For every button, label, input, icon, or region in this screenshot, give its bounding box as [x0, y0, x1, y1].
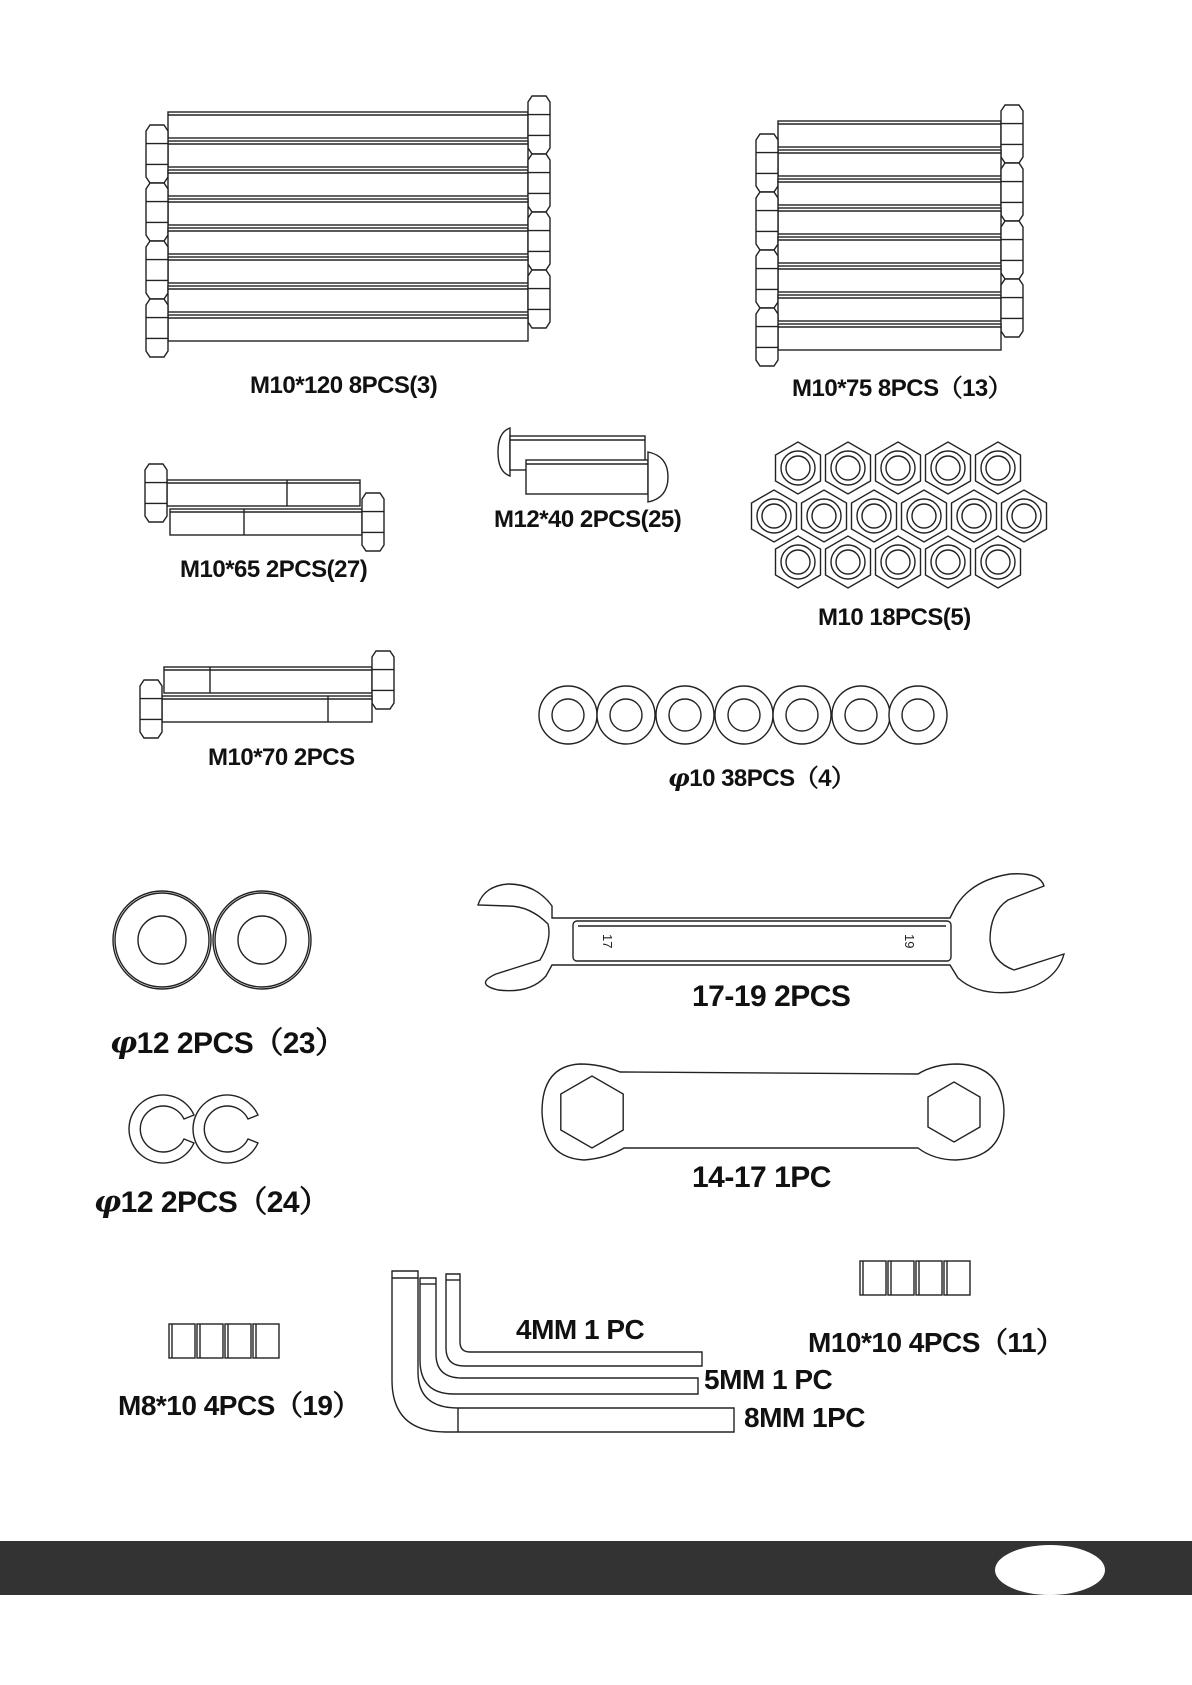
label-nut-m10: M10 18PCS(5)	[818, 604, 971, 631]
nut-m10	[776, 536, 821, 588]
nut-m10	[902, 490, 947, 542]
label-bolt-m10-75: M10*75 8PCS（13）	[792, 375, 1012, 402]
washer-12	[113, 891, 211, 989]
washer-10	[715, 686, 773, 744]
label-screw-m10-10: M10*10 4PCS（11）	[808, 1327, 1064, 1358]
washer-12-text: 12 2PCS（23）	[136, 1027, 345, 1060]
nut-m10	[952, 490, 997, 542]
bolt-m12-40	[526, 452, 668, 502]
nut-m10	[776, 442, 821, 494]
label-bolt-m10-120: M10*120 8PCS(3)	[250, 372, 438, 399]
nut-m10	[1002, 490, 1047, 542]
nut-m10	[852, 490, 897, 542]
nut-m10	[926, 442, 971, 494]
spring-washer-12-text: 12 2PCS（24）	[120, 1186, 329, 1219]
label-washer-12	[110, 1018, 345, 1062]
nut-m10	[826, 536, 871, 588]
nut-m10	[976, 442, 1021, 494]
washer-10	[889, 686, 947, 744]
nut-m10	[876, 536, 921, 588]
label-wrench-17-19: 17-19 2PCS	[692, 980, 851, 1013]
washer-12	[213, 891, 311, 989]
washer-10	[597, 686, 655, 744]
nut-m10	[826, 442, 871, 494]
screw-m8-10	[169, 1324, 195, 1358]
nut-m10	[752, 490, 797, 542]
page-number-badge	[995, 1545, 1105, 1595]
spring-washer-12	[193, 1095, 258, 1163]
label-spring-washer-12	[94, 1177, 329, 1221]
nut-m10	[802, 490, 847, 542]
diameter-symbol: φ	[94, 1185, 121, 1220]
screw-m8-10	[253, 1324, 279, 1358]
nut-m10	[976, 536, 1021, 588]
screw-m8-10	[225, 1324, 251, 1358]
screw-m10-10	[916, 1261, 942, 1295]
label-bolt-m12-40: M12*40 2PCS(25)	[494, 506, 682, 533]
label-allen-key-5mm: 5MM 1 PC	[704, 1364, 833, 1395]
wrench-mark-19: 19	[902, 934, 917, 949]
washer-10-text: 10 38PCS（4）	[689, 765, 855, 792]
label-allen-key-4mm: 4MM 1 PC	[516, 1314, 645, 1345]
washer-10	[539, 686, 597, 744]
diameter-symbol: φ	[110, 1026, 137, 1061]
wrench-mark-17: 17	[600, 934, 615, 949]
label-washer-10	[668, 758, 854, 793]
diameter-symbol: φ	[668, 763, 690, 792]
label-allen-key-8mm: 8MM 1PC	[744, 1402, 865, 1433]
screw-m10-10	[888, 1261, 914, 1295]
label-screw-m8-10: M8*10 4PCS（19）	[118, 1390, 361, 1421]
spring-washer-12	[129, 1095, 194, 1163]
label-bolt-m10-70: M10*70 2PCS	[208, 744, 355, 771]
label-bolt-m10-65: M10*65 2PCS(27)	[180, 556, 368, 583]
nut-m10	[876, 442, 921, 494]
wrench-17-19	[478, 874, 1064, 993]
screw-m10-10	[944, 1261, 970, 1295]
screw-m10-10	[860, 1261, 886, 1295]
screw-m8-10	[197, 1324, 223, 1358]
washer-10	[656, 686, 714, 744]
washer-10	[773, 686, 831, 744]
nut-m10	[926, 536, 971, 588]
label-wrench-14-17: 14-17 1PC	[692, 1161, 831, 1194]
washer-10	[832, 686, 890, 744]
wrench-14-17	[542, 1064, 1004, 1160]
